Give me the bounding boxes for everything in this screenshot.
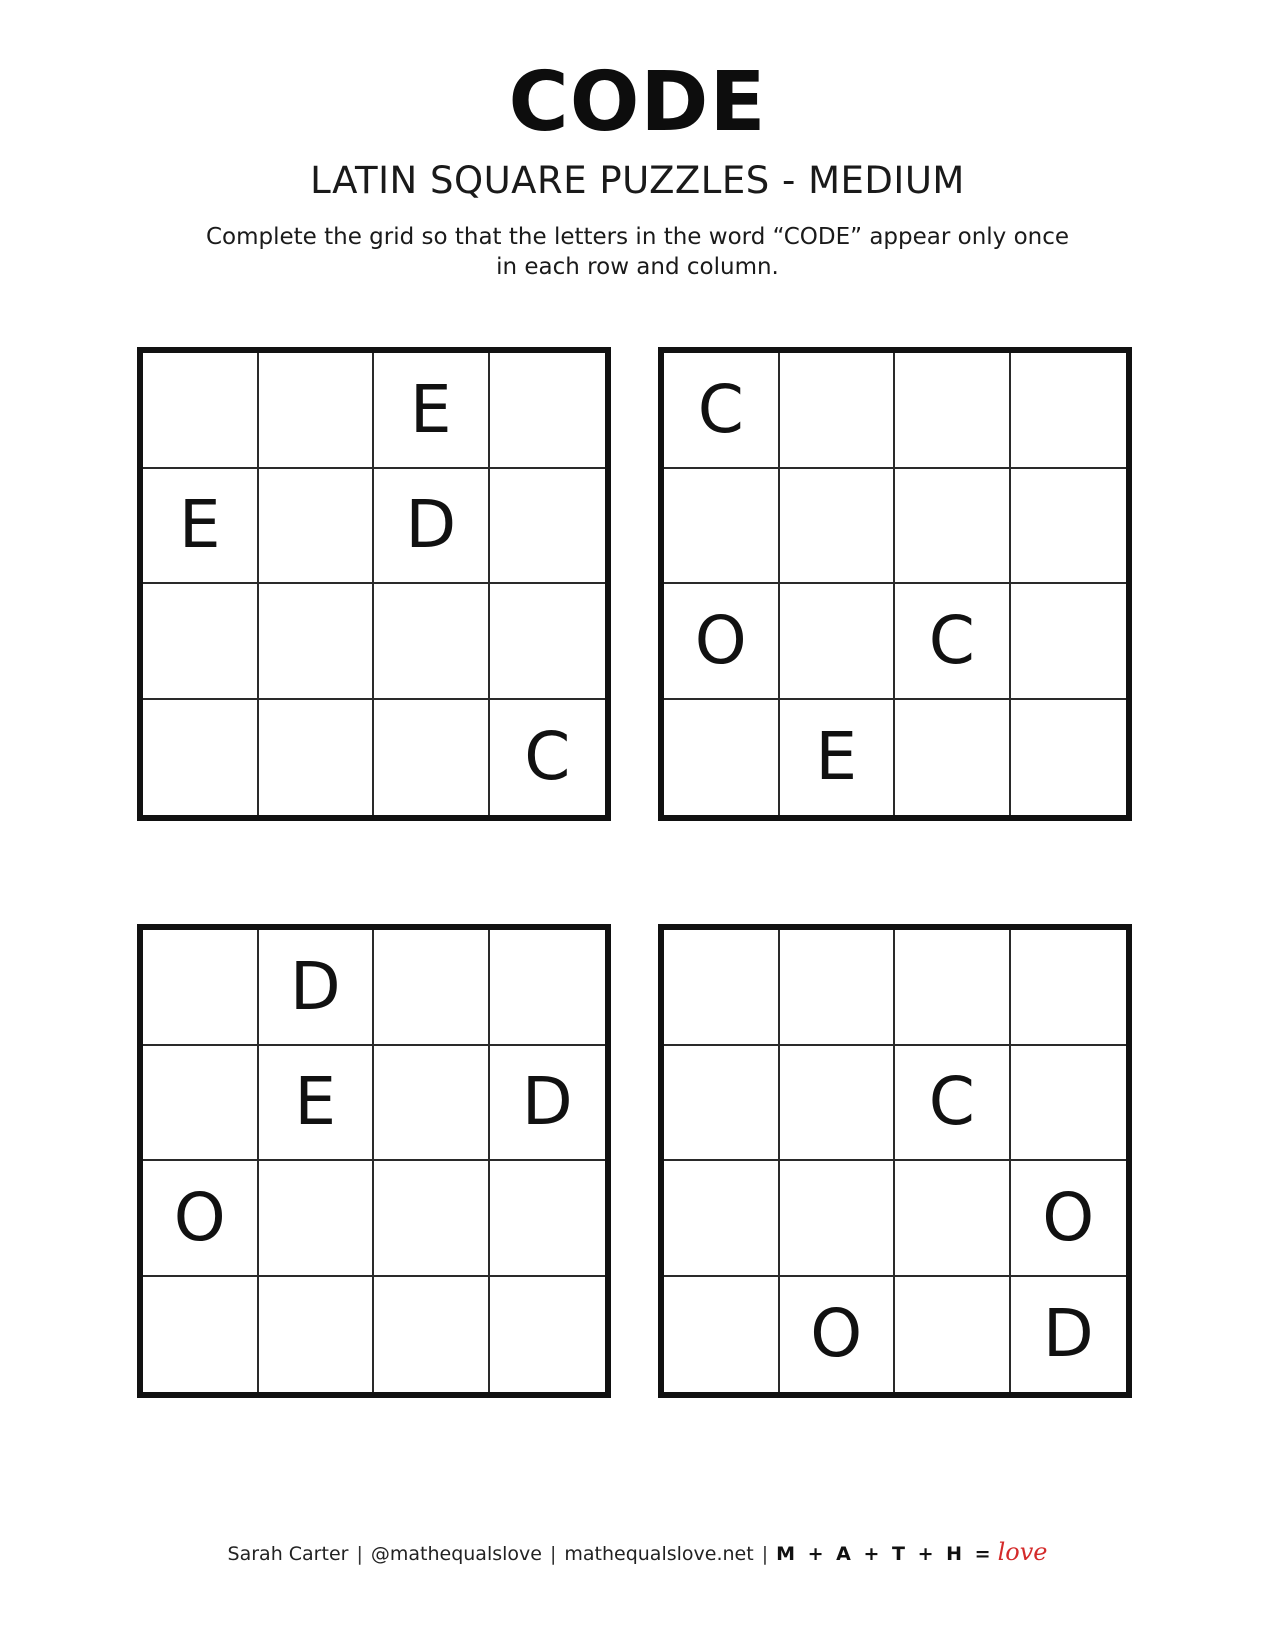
grid-cell[interactable]: [780, 1046, 896, 1162]
grid-cell[interactable]: O: [780, 1277, 896, 1393]
grid-cell[interactable]: [1011, 1046, 1127, 1162]
footer-handle: @mathequalslove: [370, 1543, 542, 1565]
instructions-line-2: in each row and column.: [496, 254, 779, 280]
grid-cell[interactable]: [143, 1046, 259, 1162]
puzzle-grid-4: [658, 924, 1132, 1398]
grid-cell[interactable]: [1011, 700, 1127, 816]
grid-cell[interactable]: [664, 1161, 780, 1277]
grid-cell[interactable]: [490, 469, 606, 585]
grid-cell[interactable]: E: [143, 469, 259, 585]
grid-cell[interactable]: [374, 1046, 490, 1162]
grid-cell[interactable]: [780, 930, 896, 1046]
puzzle-grid-3: [137, 924, 611, 1398]
grid-cell[interactable]: C: [895, 1046, 1011, 1162]
grid-cell[interactable]: [780, 1161, 896, 1277]
grid-cell[interactable]: [143, 930, 259, 1046]
grid-cell[interactable]: [895, 353, 1011, 469]
instructions-line-1: Complete the grid so that the letters in the word “CODE” appear only once: [205, 224, 1070, 250]
footer: [0, 1538, 1275, 1566]
grid-cell[interactable]: O: [143, 1161, 259, 1277]
footer-brand: M + A + T + H =: [776, 1543, 994, 1565]
grid-cell[interactable]: O: [664, 584, 780, 700]
grid-cell[interactable]: C: [524, 718, 571, 796]
grid-cell[interactable]: [895, 700, 1011, 816]
grid-cell[interactable]: [143, 353, 259, 469]
footer-separator: |: [549, 1543, 557, 1565]
grid-cell[interactable]: [780, 353, 896, 469]
grid-cell[interactable]: [895, 1277, 1011, 1393]
grid-cell[interactable]: [143, 1277, 259, 1393]
grid-cell[interactable]: [1011, 353, 1127, 469]
grid-cell[interactable]: [1011, 584, 1127, 700]
page-title: CODE: [508, 55, 767, 150]
footer-site: mathequalslove.net: [564, 1543, 754, 1565]
grid-cell[interactable]: [895, 930, 1011, 1046]
grid-cell[interactable]: [490, 353, 606, 469]
grid-cell[interactable]: [374, 700, 490, 816]
footer-separator: |: [356, 1543, 363, 1565]
grid-cell[interactable]: [259, 1161, 375, 1277]
grid-cell[interactable]: [780, 469, 896, 585]
grid-cell[interactable]: [490, 584, 606, 700]
grid-cell[interactable]: [259, 584, 375, 700]
grid-cell[interactable]: [490, 1161, 606, 1277]
grid-cell[interactable]: [143, 584, 259, 700]
grid-cell[interactable]: [1011, 930, 1127, 1046]
grid-cell[interactable]: O: [1011, 1161, 1127, 1277]
grid-cell[interactable]: D: [259, 930, 375, 1046]
footer-brand-script: love: [997, 1538, 1048, 1566]
grid-cell[interactable]: [490, 930, 606, 1046]
grid-cell[interactable]: [374, 1161, 490, 1277]
instructions: [170, 222, 1105, 282]
grid-cell[interactable]: [1011, 469, 1127, 585]
puzzle-grid-2: [658, 347, 1132, 821]
grid-cell[interactable]: D: [374, 469, 490, 585]
grid-cell[interactable]: [143, 700, 259, 816]
grid-cell[interactable]: [374, 1277, 490, 1393]
grid-cell[interactable]: C: [895, 584, 1011, 700]
grid-cell[interactable]: [259, 700, 375, 816]
grid-cell[interactable]: [895, 469, 1011, 585]
footer-author: Sarah Carter: [227, 1543, 349, 1565]
grid-cell[interactable]: [664, 930, 780, 1046]
grid-cell[interactable]: E: [374, 353, 490, 469]
grid-cell[interactable]: [259, 353, 375, 469]
grid-cell[interactable]: E: [259, 1046, 375, 1162]
grid-cell[interactable]: [664, 1277, 780, 1393]
grid-cell[interactable]: D: [1042, 1295, 1094, 1373]
grid-cell[interactable]: [259, 1277, 375, 1393]
grid-cell[interactable]: [374, 584, 490, 700]
grid-cell[interactable]: [664, 700, 780, 816]
grid-cell[interactable]: [895, 1161, 1011, 1277]
grid-cell[interactable]: [780, 584, 896, 700]
page-subtitle: LATIN SQUARE PUZZLES - MEDIUM: [310, 159, 965, 202]
puzzle-grid-1: [137, 347, 611, 821]
grid-cell[interactable]: D: [490, 1046, 606, 1162]
footer-separator: |: [761, 1543, 769, 1565]
grid-cell[interactable]: C: [664, 353, 780, 469]
grid-cell[interactable]: [664, 469, 780, 585]
grid-cell[interactable]: [664, 1046, 780, 1162]
grid-cell[interactable]: E: [780, 700, 896, 816]
grid-cell[interactable]: [374, 930, 490, 1046]
grid-cell[interactable]: [490, 1277, 606, 1393]
grid-cell[interactable]: [259, 469, 375, 585]
